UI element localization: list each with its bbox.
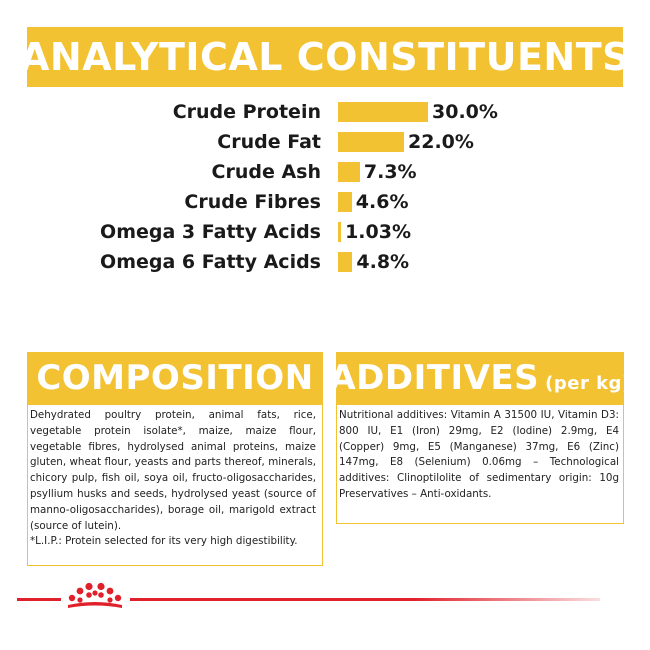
constituent-bar — [338, 222, 341, 242]
composition-title-text: COMPOSITION — [36, 358, 314, 398]
constituent-label: Crude Fat — [217, 131, 321, 153]
constituent-value: 30.0% — [432, 101, 498, 123]
brand-footer — [0, 578, 650, 618]
constituent-row — [0, 217, 650, 247]
constituent-value: 4.8% — [356, 251, 410, 273]
constituent-bar — [338, 252, 352, 272]
constituent-bar — [338, 102, 428, 122]
analytical-constituents-title — [20, 27, 630, 87]
constituent-label: Omega 3 Fatty Acids — [100, 221, 321, 243]
constituent-row — [0, 97, 650, 127]
constituent-bar — [338, 192, 352, 212]
additives-text: Nutritional additives: Vitamin A 31500 IU, Vitamin D3: 800 IU, E1 (Iron) 29mg, E2 (Iodine) 2.9mg, E4 (Copper) 9mg, E5 (Manganese) 37mg, E6 (Zinc) 147mg, E8 (Selenium) 0.06mg – Technological additives: Clinoptilolite of sedimentary origin: 10g Preservatives – Anti-oxidants. — [339, 409, 619, 500]
additives-panel — [336, 404, 624, 524]
additives-title-text: ADDITIVES — [329, 358, 540, 398]
footer-line-right — [130, 598, 600, 601]
crown-icon — [60, 578, 130, 610]
composition-title — [27, 352, 323, 404]
constituent-label: Crude Ash — [211, 161, 321, 183]
constituent-value: 4.6% — [355, 191, 409, 213]
composition-text: Dehydrated poultry protein, animal fats, rice, vegetable protein isolate*, maize, maize flour, vegetable fibres, hydrolysed animal proteins, maize gluten, wheat flour, yeasts and parts thereof, minerals, chicory pulp, fish oil, soya oil, fructo-oligosaccharides, psyllium husks and seeds, hydrolysed yeast (source of manno-oligosaccharides), borage oil, marigold extract (source of lutein). — [30, 409, 316, 532]
constituent-label: Omega 6 Fatty Acids — [100, 251, 321, 273]
constituent-row — [0, 157, 650, 187]
additives-subtitle: (per kg) — [545, 372, 631, 394]
analytical-title-text: ANALYTICAL CONSTITUENTS — [20, 35, 630, 79]
composition-panel — [27, 404, 323, 566]
constituent-row — [0, 247, 650, 277]
composition-footnote: *L.I.P.: Protein selected for its very high digestibility. — [30, 535, 298, 548]
constituent-row — [0, 187, 650, 217]
constituent-bar — [338, 162, 360, 182]
constituent-label: Crude Fibres — [184, 191, 321, 213]
constituent-row — [0, 127, 650, 157]
footer-line-left — [17, 598, 61, 601]
constituent-bar — [338, 132, 404, 152]
constituent-label: Crude Protein — [172, 101, 321, 123]
additives-title — [329, 352, 631, 404]
constituent-value: 7.3% — [363, 161, 417, 183]
constituent-value: 1.03% — [345, 221, 411, 243]
constituent-value: 22.0% — [408, 131, 474, 153]
